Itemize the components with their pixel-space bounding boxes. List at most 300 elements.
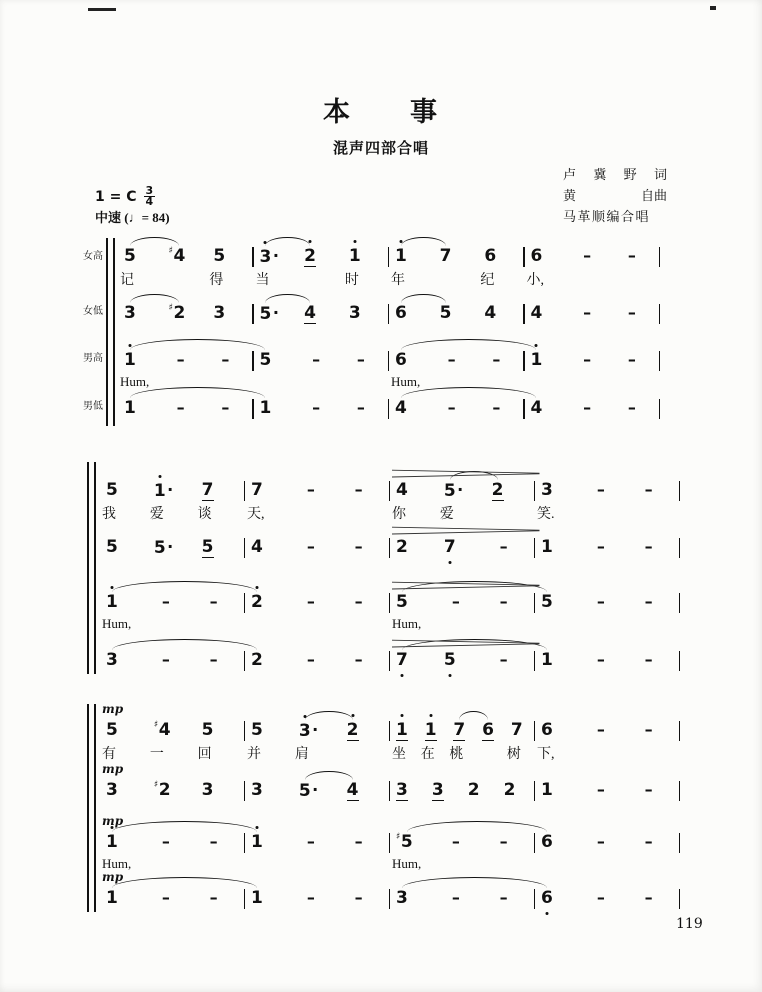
barline xyxy=(679,889,681,909)
slur xyxy=(112,639,257,650)
note xyxy=(298,303,343,325)
note xyxy=(254,350,299,372)
note xyxy=(389,303,434,325)
time-signature-numerator: 3 xyxy=(145,184,154,197)
note-digit: 1 xyxy=(425,720,437,741)
note-digit: 5 xyxy=(106,480,118,500)
voice-row-soprano xyxy=(118,246,660,288)
note xyxy=(525,398,570,420)
note-digit: 3 xyxy=(106,650,118,670)
note-digit: 5 xyxy=(439,303,452,323)
note-digit: 2 xyxy=(173,303,186,323)
dash-glyph: – xyxy=(356,398,365,417)
note-digit: 4 xyxy=(530,303,543,323)
lyric: 一 xyxy=(149,747,164,762)
measure xyxy=(535,592,679,614)
lyric: 纪 xyxy=(480,273,495,288)
dash-glyph: – xyxy=(583,398,592,417)
measure xyxy=(525,246,659,288)
note-digit: 3 xyxy=(124,303,136,323)
octave-dot xyxy=(255,586,258,589)
note-dash xyxy=(486,832,534,854)
note xyxy=(118,303,163,325)
note-digit: 1 xyxy=(541,537,553,557)
lyric: 笑. xyxy=(537,507,555,522)
barline xyxy=(659,351,661,371)
lyric: 得 xyxy=(209,273,224,288)
note-dash xyxy=(631,592,679,614)
note-dash xyxy=(631,480,679,502)
dash-glyph: – xyxy=(627,398,636,417)
note xyxy=(390,650,438,672)
dash-glyph: – xyxy=(451,592,460,611)
dash-glyph: – xyxy=(499,888,508,907)
note xyxy=(389,350,434,389)
note-digit: 1 xyxy=(349,246,361,266)
dash-glyph: – xyxy=(583,303,592,322)
note-dash xyxy=(583,537,631,559)
note xyxy=(390,888,438,910)
lyric: 年 xyxy=(391,273,405,288)
voice-row-tenor xyxy=(118,350,660,389)
note-digit: 3 xyxy=(260,247,272,267)
dash-glyph: – xyxy=(644,780,653,799)
note-dash xyxy=(207,398,252,420)
note xyxy=(389,246,434,288)
note-dash xyxy=(293,592,341,614)
voice-row-soprano xyxy=(100,480,680,522)
note-digit: 7 xyxy=(510,720,523,740)
octave-dot xyxy=(535,344,538,347)
note-digit: 5 xyxy=(251,720,263,740)
dash-glyph: – xyxy=(644,888,653,907)
note xyxy=(293,720,341,762)
lyric: Hum, xyxy=(102,616,132,631)
note-digit: 4 xyxy=(530,398,543,418)
note xyxy=(100,870,148,910)
dash-glyph: – xyxy=(306,650,315,669)
page-number: 119 xyxy=(676,916,703,932)
note-digit: 1 xyxy=(106,832,118,852)
dash-glyph: – xyxy=(644,650,653,669)
octave-dot xyxy=(158,475,161,478)
note xyxy=(434,246,479,268)
dash-glyph: – xyxy=(451,888,460,907)
note xyxy=(196,780,244,802)
note xyxy=(148,720,196,762)
note-digit: 3 xyxy=(201,780,214,800)
dash-glyph: – xyxy=(354,832,363,851)
note-digit: 3 xyxy=(106,780,118,800)
note-digit: 5 xyxy=(124,246,136,266)
dash-glyph: – xyxy=(596,537,605,556)
measure xyxy=(245,720,389,762)
dash-glyph: – xyxy=(644,720,653,739)
lyric: 在 xyxy=(420,747,435,762)
sharp-accidental: ♯ xyxy=(168,246,174,256)
note-dash xyxy=(486,592,534,614)
credit-text: 黄 xyxy=(563,188,577,203)
octave-dot xyxy=(353,240,356,243)
note-digit: 4 xyxy=(484,303,497,323)
note xyxy=(207,303,252,325)
slur xyxy=(112,821,257,832)
note xyxy=(462,780,498,802)
note-digit: 5 xyxy=(396,592,408,612)
note-digit: 3 xyxy=(431,780,444,800)
note-digit: 6 xyxy=(395,350,407,370)
note xyxy=(245,720,293,762)
note-dash xyxy=(583,592,631,614)
note-dash xyxy=(583,832,631,854)
note xyxy=(419,720,448,762)
note xyxy=(100,480,148,522)
note xyxy=(148,537,196,559)
dash-glyph: – xyxy=(306,832,315,851)
measure xyxy=(245,888,389,910)
note-digit: 6 xyxy=(484,246,497,266)
note-digit: 6 xyxy=(541,888,553,908)
note xyxy=(535,592,583,614)
dash-glyph: – xyxy=(499,650,508,669)
slur xyxy=(130,294,180,303)
note-digit: 5 xyxy=(400,832,413,852)
dash-glyph: – xyxy=(306,592,315,611)
octave-dot xyxy=(400,714,403,717)
dash-glyph: – xyxy=(354,592,363,611)
key-text: 1 = C xyxy=(95,188,137,205)
system-start-barline xyxy=(87,462,96,674)
dash-glyph: – xyxy=(596,720,605,739)
note xyxy=(196,537,244,559)
note xyxy=(390,780,426,802)
lyric: 桃 xyxy=(449,747,464,762)
note-digit: 5 xyxy=(201,720,214,740)
note-dash xyxy=(486,650,534,672)
lyric: 坐 xyxy=(392,747,406,762)
note-digit: 2 xyxy=(251,650,263,670)
note-digit: 6 xyxy=(541,720,553,740)
note xyxy=(343,246,388,288)
note xyxy=(447,720,476,762)
system-start-barline xyxy=(106,238,115,426)
measure xyxy=(535,832,679,854)
note xyxy=(100,702,148,762)
measure xyxy=(535,888,679,910)
measure xyxy=(100,762,244,802)
measure xyxy=(118,350,252,389)
dash-glyph: – xyxy=(209,650,218,669)
note-digit: 1 xyxy=(531,350,543,370)
note xyxy=(100,592,148,631)
dash-glyph: – xyxy=(306,888,315,907)
note xyxy=(148,480,196,522)
note-digit: 1 xyxy=(251,832,263,852)
credit-text: 冀 xyxy=(593,167,607,182)
piece-title: 本 事 xyxy=(323,97,439,127)
note-dash xyxy=(631,650,679,672)
dash-glyph: – xyxy=(447,350,456,369)
dash-glyph: – xyxy=(644,832,653,851)
note xyxy=(245,780,293,802)
note-dash xyxy=(583,480,631,502)
dynamic-mark: mp xyxy=(102,870,124,884)
barline xyxy=(679,481,681,501)
note-dash xyxy=(293,480,341,502)
measure xyxy=(118,303,252,325)
dash-glyph: – xyxy=(492,350,501,369)
note xyxy=(505,720,534,762)
note-dash xyxy=(341,480,389,502)
voice-label: 女低 xyxy=(83,306,103,317)
note-digit: 1 xyxy=(395,246,407,266)
note xyxy=(390,537,438,559)
measure xyxy=(390,720,534,762)
note-dash xyxy=(196,592,244,614)
dash-glyph: – xyxy=(644,537,653,556)
note-digit: 3 xyxy=(299,721,311,741)
measure xyxy=(100,592,244,631)
barline xyxy=(679,781,681,801)
voice-row-alto xyxy=(118,303,660,325)
dash-glyph: – xyxy=(221,398,230,417)
decrescendo-hairpin xyxy=(392,522,540,531)
dash-glyph: – xyxy=(354,650,363,669)
note-dash xyxy=(293,650,341,672)
note xyxy=(486,480,534,502)
note-dash xyxy=(343,398,388,420)
measure xyxy=(118,398,252,420)
note-digit: 1 xyxy=(541,650,553,670)
note-digit: 6 xyxy=(541,832,553,852)
lyric: 当 xyxy=(255,273,270,288)
note-dash xyxy=(583,780,631,802)
note-dash xyxy=(196,650,244,672)
lyric: 谈 xyxy=(197,507,212,522)
note-dash xyxy=(341,592,389,614)
note-dash xyxy=(148,832,196,854)
note-dash xyxy=(298,398,343,420)
lyric: 回 xyxy=(197,747,212,762)
lyric: Hum, xyxy=(102,856,132,871)
slur xyxy=(305,711,353,720)
note-dash xyxy=(614,350,659,372)
slur xyxy=(112,581,257,592)
note-dash xyxy=(569,246,614,268)
note xyxy=(390,480,438,522)
dash-glyph: – xyxy=(312,398,321,417)
note-dash xyxy=(569,303,614,325)
voice-row-bass xyxy=(100,650,680,672)
note-digit: 5 xyxy=(298,781,311,801)
note-digit: 4 xyxy=(158,720,171,740)
note-dash xyxy=(293,888,341,910)
dash-glyph: – xyxy=(312,350,321,369)
lyric: 天, xyxy=(247,507,265,522)
note xyxy=(245,592,293,614)
measure xyxy=(389,398,523,420)
key-signature xyxy=(95,186,155,207)
measure xyxy=(525,398,659,420)
note-digit: 1 xyxy=(259,398,272,418)
note xyxy=(341,780,389,802)
lyric: 时 xyxy=(344,273,359,288)
note-digit: 5 xyxy=(201,537,214,557)
note xyxy=(254,303,299,325)
note xyxy=(478,303,523,325)
note xyxy=(163,303,208,325)
note-digit: 1 xyxy=(106,592,118,612)
note xyxy=(245,650,293,672)
note-dash xyxy=(434,398,479,420)
note xyxy=(535,888,583,910)
slur xyxy=(401,387,537,398)
scan-artifact xyxy=(88,8,116,11)
note-digit: 7 xyxy=(396,650,408,670)
lyric: 你 xyxy=(392,507,406,522)
note-dash xyxy=(341,888,389,910)
barline xyxy=(659,399,661,419)
dash-glyph: – xyxy=(596,832,605,851)
measure xyxy=(390,480,534,522)
note-digit: 4 xyxy=(396,480,408,500)
measure xyxy=(525,303,659,325)
note-digit: 4 xyxy=(304,303,317,323)
augmentation-dot: · xyxy=(312,780,319,799)
measure xyxy=(245,780,389,802)
slur xyxy=(130,237,180,246)
measure xyxy=(535,480,679,522)
time-signature xyxy=(144,186,156,207)
decrescendo-hairpin xyxy=(392,577,540,586)
note-digit: 5 xyxy=(443,481,456,501)
measure xyxy=(245,832,389,854)
slur xyxy=(130,387,266,398)
lyric: 我 xyxy=(102,507,116,522)
note xyxy=(535,650,583,672)
dash-glyph: – xyxy=(451,832,460,851)
dash-glyph: – xyxy=(596,592,605,611)
dash-glyph: – xyxy=(176,350,185,369)
note xyxy=(535,720,583,762)
note xyxy=(438,537,486,559)
note-digit: 3 xyxy=(213,303,226,323)
note-dash xyxy=(341,832,389,854)
lyric: Hum, xyxy=(392,616,422,631)
dash-glyph: – xyxy=(176,398,185,417)
note xyxy=(100,537,148,559)
measure xyxy=(390,832,534,871)
measure xyxy=(390,888,534,910)
note-dash xyxy=(478,350,523,372)
measure xyxy=(245,592,389,614)
note xyxy=(341,720,389,742)
note xyxy=(163,246,208,268)
note xyxy=(207,246,252,288)
note-digit: 1 xyxy=(396,720,408,741)
dash-glyph: – xyxy=(492,398,501,417)
measure xyxy=(245,537,389,559)
note-dash xyxy=(341,650,389,672)
augmentation-dot: · xyxy=(167,480,174,499)
measure xyxy=(100,650,244,672)
note xyxy=(245,480,293,522)
barline xyxy=(679,593,681,613)
dash-glyph: – xyxy=(221,350,230,369)
note-digit: 5 xyxy=(106,720,118,740)
octave-dot xyxy=(545,912,548,915)
note-dash xyxy=(148,650,196,672)
measure xyxy=(100,702,244,762)
credit-line xyxy=(563,164,667,185)
note xyxy=(254,398,299,420)
slur xyxy=(402,877,547,888)
octave-dot xyxy=(255,826,258,829)
note-dash xyxy=(614,246,659,268)
note-dash xyxy=(631,780,679,802)
dash-glyph: – xyxy=(306,480,315,499)
dash-glyph: – xyxy=(356,350,365,369)
voice-row-soprano xyxy=(100,702,680,762)
sharp-accidental: ♯ xyxy=(168,303,174,313)
dash-glyph: – xyxy=(447,398,456,417)
note xyxy=(390,592,438,631)
dash-glyph: – xyxy=(583,246,592,265)
credit-text: 自曲 xyxy=(640,188,667,203)
decrescendo-hairpin xyxy=(392,635,540,644)
note-digit: 4 xyxy=(251,537,263,557)
note-digit: 6 xyxy=(395,303,407,323)
measure xyxy=(100,814,244,871)
note-digit: 5 xyxy=(213,246,226,266)
slur xyxy=(401,237,446,246)
lyric: 有 xyxy=(102,747,116,762)
voice-row-bass xyxy=(100,870,680,910)
dash-glyph: – xyxy=(644,480,653,499)
measure xyxy=(254,350,388,372)
note xyxy=(293,780,341,802)
note xyxy=(100,650,148,672)
note xyxy=(535,832,583,854)
note xyxy=(525,303,570,325)
note-dash xyxy=(486,537,534,559)
note-digit: 3 xyxy=(396,780,408,800)
barline xyxy=(659,304,661,324)
note-dash xyxy=(569,398,614,420)
augmentation-dot: · xyxy=(457,480,464,499)
measure xyxy=(535,650,679,672)
note-dash xyxy=(438,888,486,910)
note-dash xyxy=(293,832,341,854)
slur xyxy=(112,877,257,888)
note-digit: 3 xyxy=(251,780,263,800)
note-dash xyxy=(631,537,679,559)
lyric: 爱 xyxy=(149,507,164,522)
note-dash xyxy=(298,350,343,372)
note xyxy=(245,832,293,854)
lyric: 下, xyxy=(537,747,555,762)
note-digit: 5 xyxy=(259,304,272,324)
augmentation-dot: · xyxy=(312,720,319,739)
measure xyxy=(389,303,523,325)
note-digit: 5 xyxy=(106,537,118,557)
dash-glyph: – xyxy=(354,888,363,907)
note xyxy=(343,303,388,325)
note-digit: 2 xyxy=(491,480,504,500)
sharp-accidental: ♯ xyxy=(153,780,159,790)
measure xyxy=(390,537,534,559)
note-digit: 2 xyxy=(347,720,359,741)
